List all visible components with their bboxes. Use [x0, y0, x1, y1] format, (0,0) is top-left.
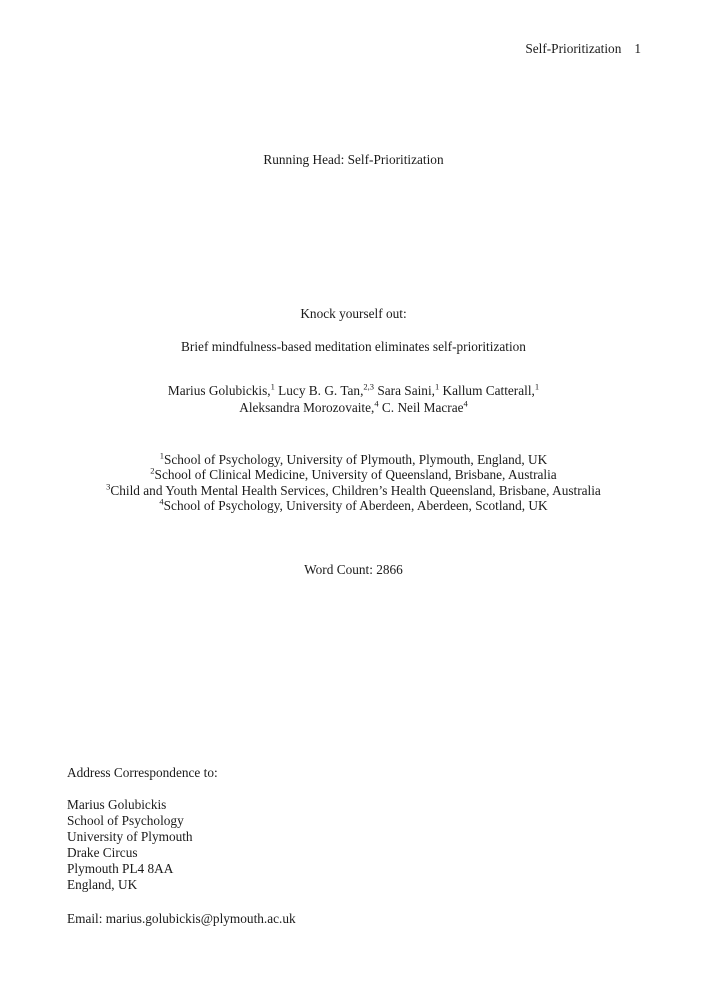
header-running-title: Self-Prioritization — [525, 41, 622, 56]
author-line-1: Marius Golubickis,$^1$ Lucy B. G. Tan,$^{2,3}$ Sara Saini,$^1$ Kallum Catterall,$^1$ — [167, 381, 540, 398]
paper-title-line2: Brief mindfulness-based meditation eliminates self-prioritization — [181, 339, 526, 354]
address-line-street: Drake Circus — [67, 845, 138, 860]
address-line-name: Marius Golubickis — [67, 797, 167, 812]
affiliation-line-1: $^1$School of Psychology, University of Plymouth, Plymouth, England, UK — [159, 450, 548, 467]
affiliation-line-2: $^2$School of Clinical Medicine, University of Queensland, Brisbane, Australia — [150, 465, 557, 483]
affiliation-line-4: $^4$School of Psychology, University of Aberdeen, Aberdeen, Scotland, UK — [159, 496, 548, 514]
address-line-department: School of Psychology — [67, 813, 184, 828]
page-header — [525, 41, 641, 57]
correspondence-block — [67, 765, 296, 927]
word-count: Word Count: 2866 — [304, 562, 403, 577]
address-line-postcode: Plymouth PL4 8AA — [67, 861, 174, 876]
affiliation-line-3: $^3$Child and Youth Mental Health Services, Children’s Health Queensland, Brisbane, Australia — [106, 481, 601, 498]
running-head: Running Head: Self-Prioritization — [263, 152, 444, 167]
page-number: 1 — [634, 41, 641, 56]
address-line-country: England, UK — [67, 877, 138, 892]
email-line: Email: marius.golubickis@plymouth.ac.uk — [67, 911, 296, 926]
author-line-2: Aleksandra Morozovaite,$^4$ C. Neil Macrae$^4$ — [239, 398, 468, 415]
paper-title-line1: Knock yourself out: — [300, 306, 407, 321]
correspondence-heading: Address Correspondence to: — [67, 765, 218, 780]
affiliation-block — [0, 452, 707, 514]
title-block — [0, 306, 707, 355]
address-line-university: University of Plymouth — [67, 829, 193, 844]
address-lines — [67, 797, 296, 893]
author-block — [0, 382, 707, 416]
